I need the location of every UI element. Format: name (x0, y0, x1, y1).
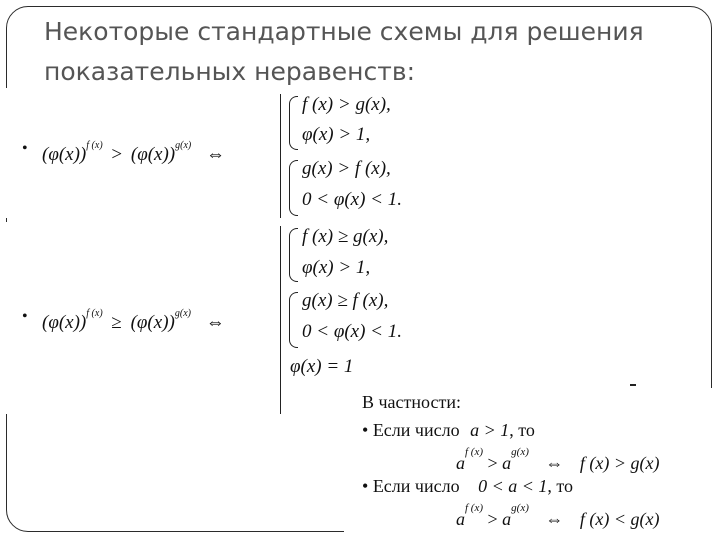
rule-1-system-1-brace (289, 96, 298, 150)
rule-1-system-1-line-2: φ(x) > 1, (302, 124, 371, 145)
particular-case-2-formula: $a^{f (x)} > a^{g(x)}$ ⇔ f (x) < g(x) (456, 502, 660, 529)
rule-1-system-2-line-1: g(x) > f (x), (302, 158, 391, 179)
particular-case-2-bullet: • (362, 476, 369, 496)
rule-1-system-1-line-1: f (x) > g(x), (302, 94, 391, 115)
rule-1-lhs: $(\varphi(x))^{f (x)} > (\varphi(x))^{g(x)}$ ⇔ (42, 140, 225, 165)
rule-1-bullet: • (22, 140, 28, 157)
particular-case-1: • Если число a > 1, то (362, 420, 535, 440)
rule-2-extra-case: φ(x) = 1 (290, 356, 354, 377)
rule-1-system-2-line-2: 0 < φ(x) < 1. (302, 189, 402, 210)
separator-mark (630, 384, 636, 386)
rule-2-block (0, 222, 420, 414)
rule-1-block (0, 88, 420, 218)
rule-2-union-bar (280, 226, 281, 414)
rule-1-union-bar (280, 94, 281, 218)
rule-2-system-2-line-1: g(x) ≥ f (x), (302, 290, 389, 311)
particular-case-2: • Если число 0 < a < 1, то (362, 476, 574, 496)
rule-2-system-2-brace (289, 292, 298, 348)
rule-2-bullet: • (22, 308, 28, 325)
particular-heading: В частности: (362, 392, 461, 412)
particular-case-1-formula: $a^{f (x)} > a^{g(x)}$ ⇔ f (x) > g(x) (456, 446, 660, 473)
particular-cases-block (344, 388, 716, 538)
rule-2-system-1-brace (289, 228, 298, 282)
rule-1-system-2-brace (289, 160, 298, 216)
rule-2-lhs: $(\varphi(x))^{f (x)} \ge (\varphi(x))^{g(x)}$ ⇔ (42, 308, 225, 333)
rule-2-system-2-line-2: 0 < φ(x) < 1. (302, 321, 402, 342)
slide-title: Некоторые стандартные схемы для решения показательных неравенств: (44, 17, 644, 86)
rule-2-system-1-line-2: φ(x) > 1, (302, 257, 371, 278)
particular-case-1-bullet: • (362, 420, 369, 440)
rule-2-system-1-line-1: f (x) ≥ g(x), (302, 226, 389, 247)
